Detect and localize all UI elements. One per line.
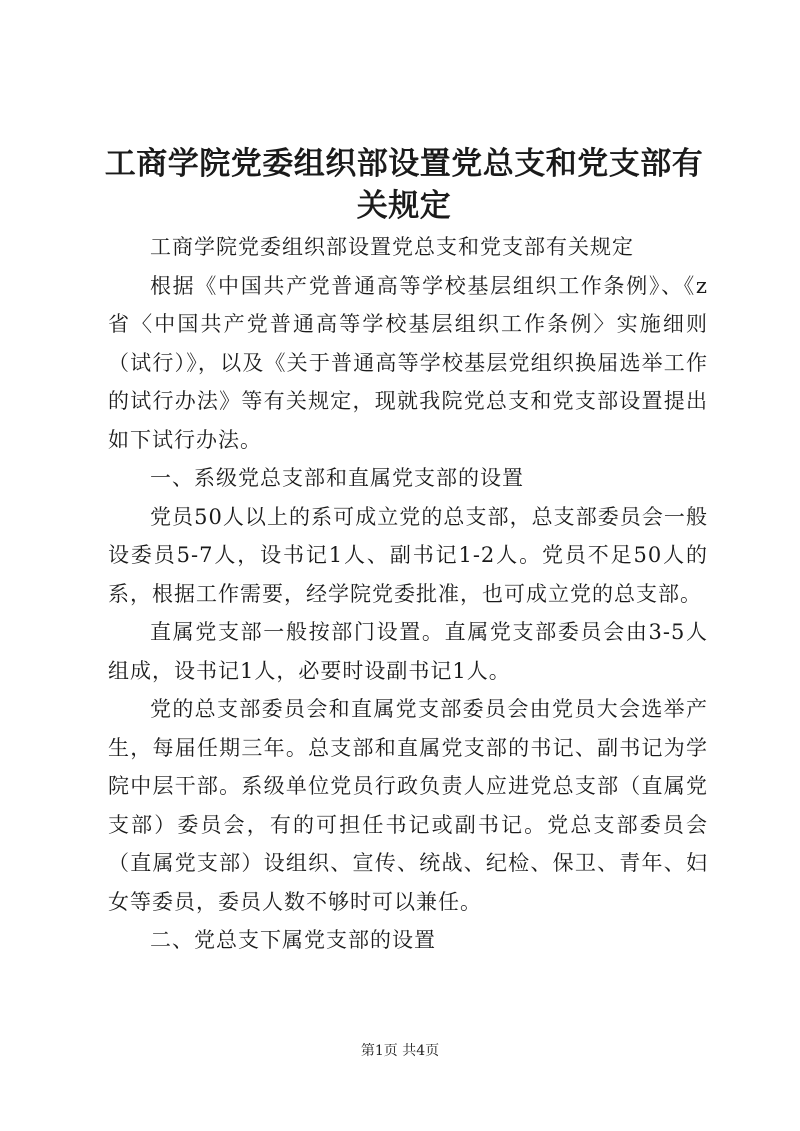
paragraph-committee-election: 党的总支部委员会和直属党支部委员会由党员大会选举产生，每届任期三年。总支部和直属党支部的书记、副书记为学院中层干部。系级单位党员行政负责人应进党总支部（直属党支部）委员会，有的可担任书记或副书记。党总支部委员会（直属党支部）设组织、宣传、统战、纪检、保卫、青年、妇女等委员，委员人数不够时可以兼任。 [108, 697, 708, 914]
paragraph-intro: 根据《中国共产党普通高等学校基层组织工作条例》、《z省〈中国共产党普通高等学校基层组织工作条例〉实施细则（试行）》，以及《关于普通高等学校基层党组织换届选举工作的试行办法》等有关规定，现就我院党总支和党支部设置提出如下试行办法。 [108, 273, 708, 452]
page-number: 第1页 共4页 [360, 1043, 440, 1059]
document-title: 工商学院党委组织部设置党总支和党支部有关规定 [104, 146, 704, 224]
paragraph-general-branch: 党员50人以上的系可成立党的总支部，总支部委员会一般设委员5-7人，设书记1人、副书记1-2人。党员不足50人的系，根据工作需要，经学院党委批准，也可成立党的总支部。 [108, 504, 708, 606]
paragraph-direct-branch: 直属党支部一般按部门设置。直属党支部委员会由3-5人组成，设书记1人，必要时设副书记1人。 [108, 620, 708, 683]
document-body [108, 228, 708, 960]
section-heading-1: 一、系级党总支部和直属党支部的设置 [150, 466, 524, 490]
paragraph-subtitle: 工商学院党委组织部设置党总支和党支部有关规定 [150, 235, 634, 259]
section-heading-2: 二、党总支下属党支部的设置 [150, 928, 436, 952]
